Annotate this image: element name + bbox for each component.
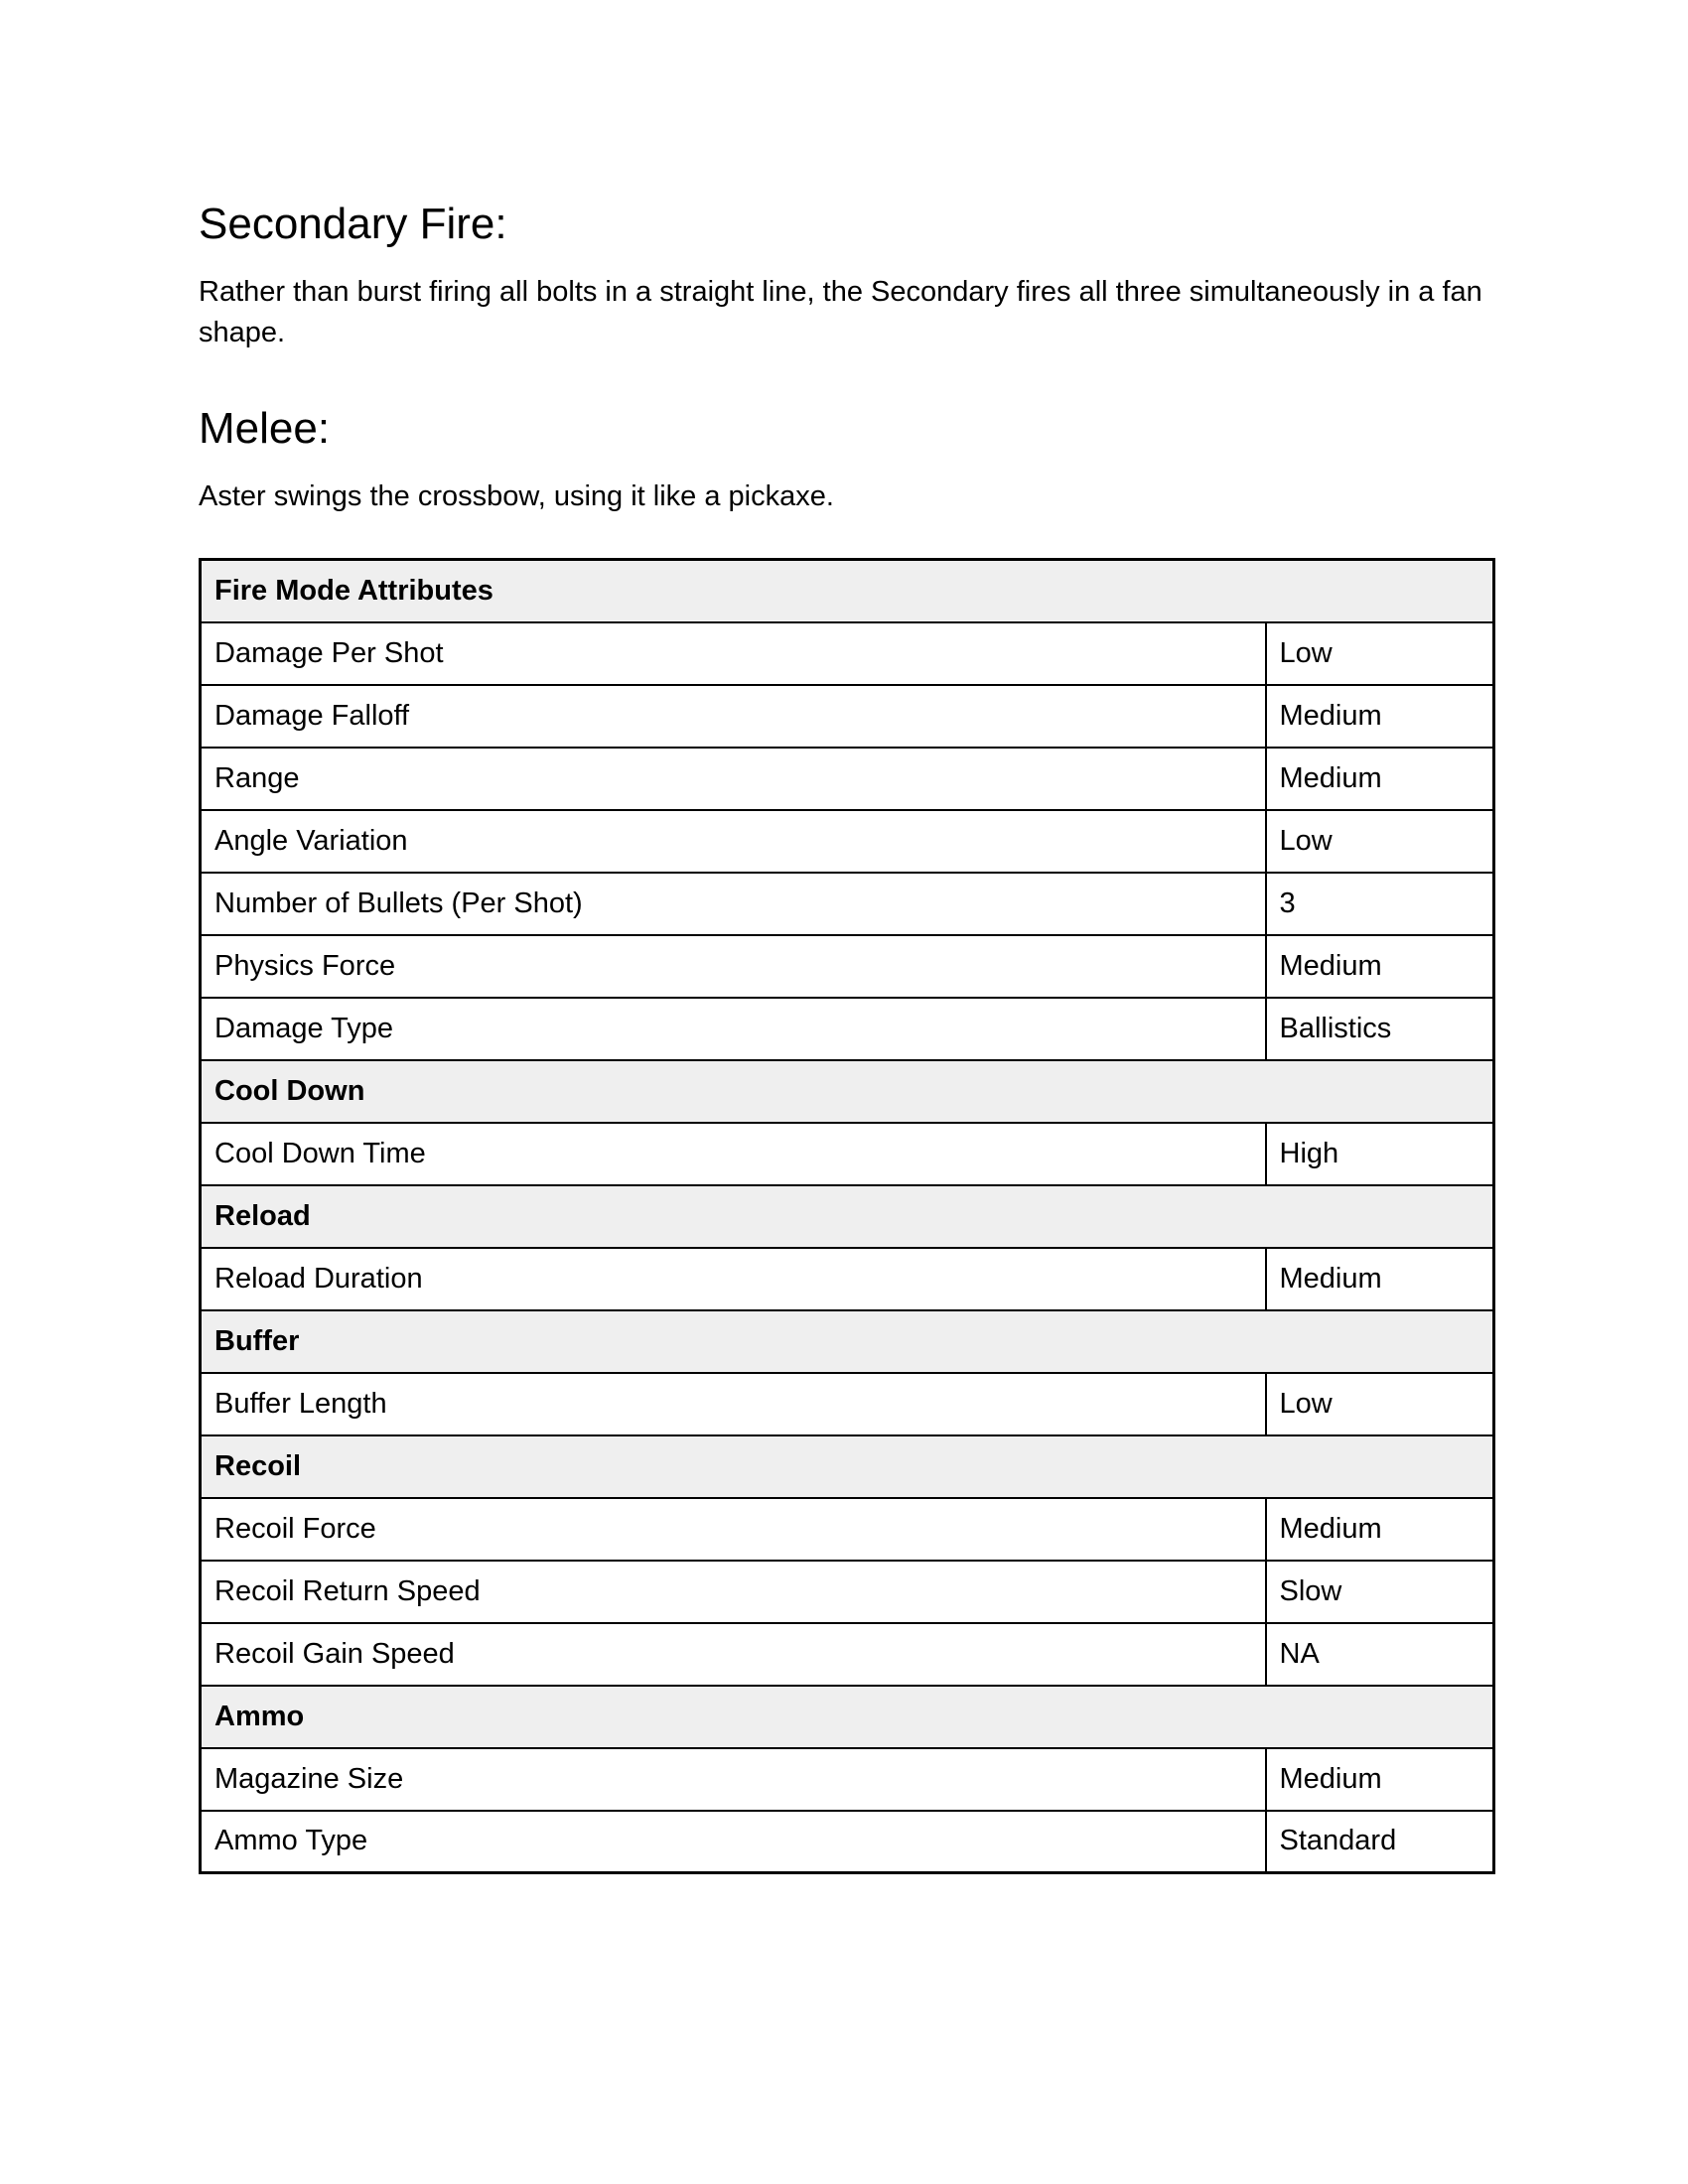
attribute-label: Recoil Return Speed — [201, 1561, 1266, 1623]
secondary-fire-heading: Secondary Fire: — [199, 200, 507, 248]
melee-heading: Melee: — [199, 404, 331, 453]
section-header-label: Ammo — [201, 1686, 1494, 1748]
attribute-label: Damage Per Shot — [201, 622, 1266, 685]
attribute-value: Medium — [1266, 748, 1494, 810]
table-row — [201, 1373, 1494, 1435]
table-section-header — [201, 1185, 1494, 1248]
attribute-value: High — [1266, 1123, 1494, 1185]
section-header-label: Fire Mode Attributes — [201, 560, 1494, 622]
attribute-value: Medium — [1266, 685, 1494, 748]
table-row — [201, 998, 1494, 1060]
attribute-value: Slow — [1266, 1561, 1494, 1623]
attribute-label: Buffer Length — [201, 1373, 1266, 1435]
table-section-header — [201, 1060, 1494, 1123]
table-row — [201, 1248, 1494, 1310]
attributes-table-body — [201, 560, 1494, 1873]
table-row — [201, 748, 1494, 810]
attribute-value: Low — [1266, 810, 1494, 873]
table-row — [201, 935, 1494, 998]
attribute-label: Magazine Size — [201, 1748, 1266, 1811]
attribute-value: Low — [1266, 1373, 1494, 1435]
section-header-label: Buffer — [201, 1310, 1494, 1373]
table-row — [201, 685, 1494, 748]
attribute-label: Damage Type — [201, 998, 1266, 1060]
table-section-header — [201, 1310, 1494, 1373]
attribute-label: Angle Variation — [201, 810, 1266, 873]
table-row — [201, 622, 1494, 685]
attribute-label: Number of Bullets (Per Shot) — [201, 873, 1266, 935]
secondary-fire-description: Rather than burst firing all bolts in a straight line, the Secondary fires all three simultaneously in a fan shape. — [199, 276, 1482, 348]
table-section-header — [201, 1435, 1494, 1498]
table-row — [201, 873, 1494, 935]
table-row — [201, 1811, 1494, 1873]
section-header-label: Reload — [201, 1185, 1494, 1248]
attribute-label: Range — [201, 748, 1266, 810]
section-header-label: Cool Down — [201, 1060, 1494, 1123]
table-section-header — [201, 560, 1494, 622]
attribute-value: Medium — [1266, 935, 1494, 998]
table-row — [201, 1123, 1494, 1185]
melee-description: Aster swings the crossbow, using it like a pickaxe. — [199, 480, 834, 512]
table-row — [201, 1561, 1494, 1623]
attribute-label: Ammo Type — [201, 1811, 1266, 1873]
attribute-value: Ballistics — [1266, 998, 1494, 1060]
attribute-label: Damage Falloff — [201, 685, 1266, 748]
table-row — [201, 1748, 1494, 1811]
attribute-label: Physics Force — [201, 935, 1266, 998]
table-row — [201, 1498, 1494, 1561]
attribute-value: NA — [1266, 1623, 1494, 1686]
table-row — [201, 810, 1494, 873]
attribute-value: Medium — [1266, 1748, 1494, 1811]
attribute-label: Recoil Gain Speed — [201, 1623, 1266, 1686]
fire-mode-attributes-table — [199, 558, 1495, 1874]
attribute-value: Medium — [1266, 1498, 1494, 1561]
table-row — [201, 1623, 1494, 1686]
section-header-label: Recoil — [201, 1435, 1494, 1498]
attribute-value: Medium — [1266, 1248, 1494, 1310]
attribute-value: Low — [1266, 622, 1494, 685]
table-section-header — [201, 1686, 1494, 1748]
attribute-label: Recoil Force — [201, 1498, 1266, 1561]
attribute-label: Reload Duration — [201, 1248, 1266, 1310]
attribute-value: 3 — [1266, 873, 1494, 935]
attribute-label: Cool Down Time — [201, 1123, 1266, 1185]
attribute-value: Standard — [1266, 1811, 1494, 1873]
